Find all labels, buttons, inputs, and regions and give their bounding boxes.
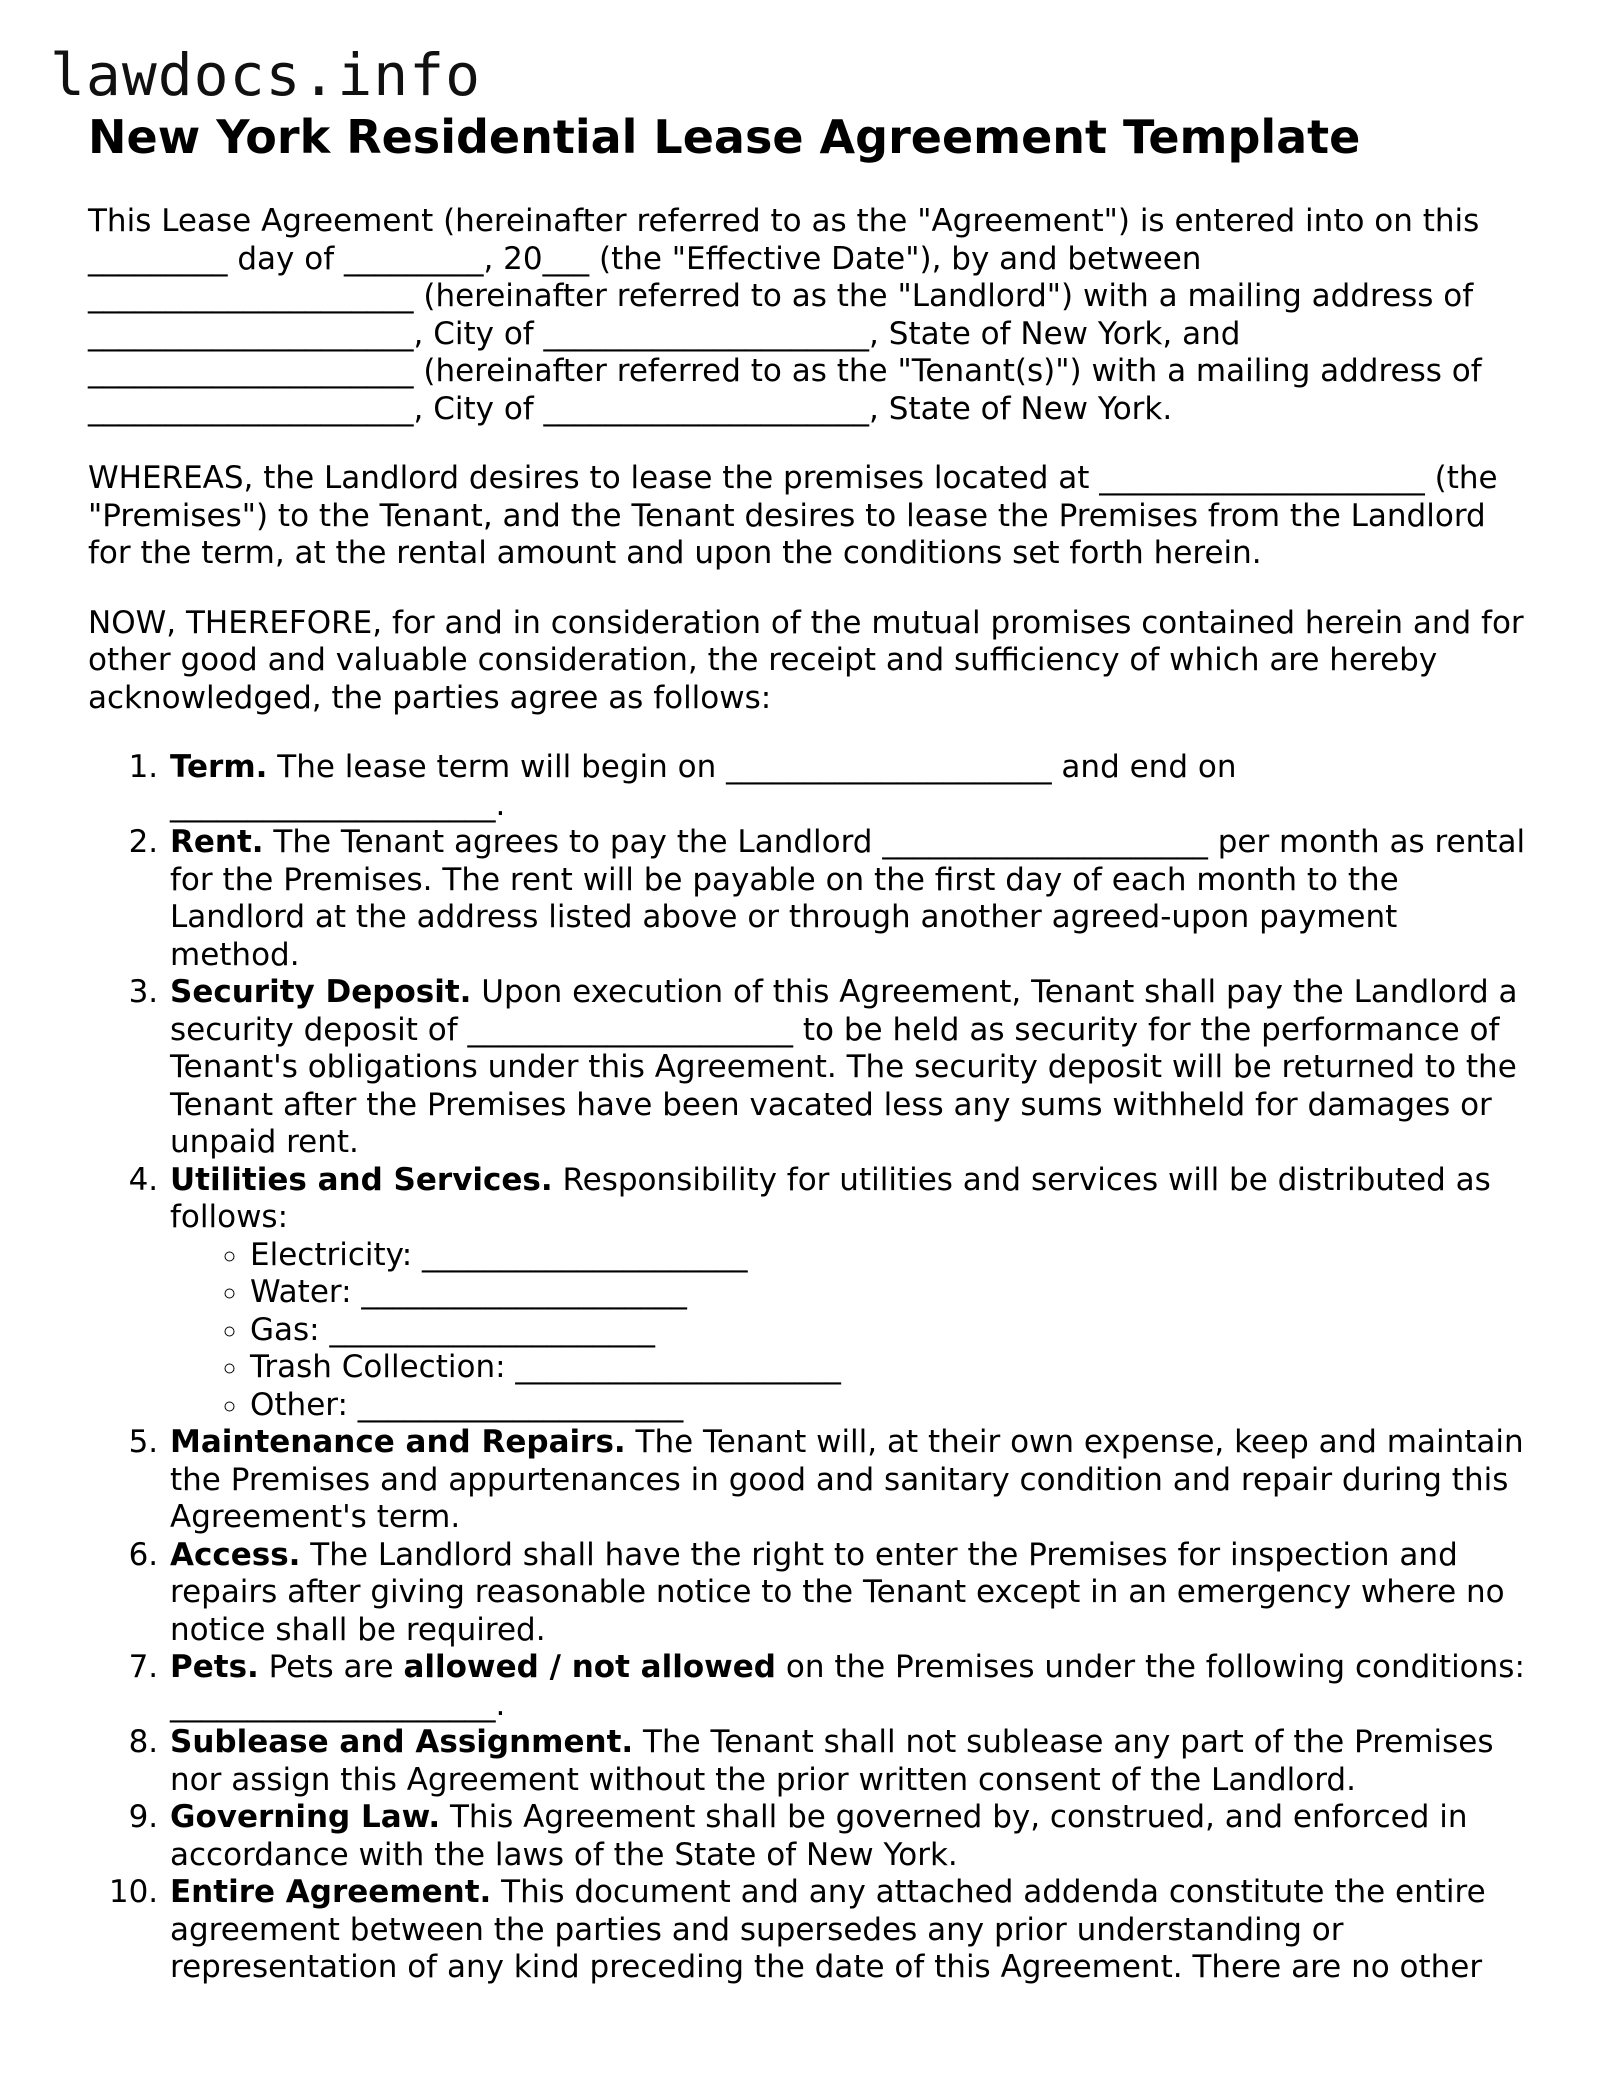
clause-heading: Term. <box>170 749 268 786</box>
clause-heading: Entire Agreement. <box>170 1874 492 1911</box>
clause-list <box>88 749 1528 1987</box>
clause-heading: Rent. <box>170 824 264 861</box>
clause-text: The Landlord shall have the right to enter the Premises for inspection and repairs after giving reasonable notice to the Tenant except in an emergency where no notice shall be required. <box>170 1536 1505 1648</box>
utility-electricity: ◦ Electricity: _____________________ <box>250 1237 1528 1275</box>
document-page <box>88 110 1528 1987</box>
clause-text: This Agreement shall be governed by, construed, and enforced in accordance with the laws of the State of New York. <box>170 1799 1468 1873</box>
clause-term <box>168 749 1528 824</box>
clause-rent <box>168 824 1528 974</box>
clause-text: Responsibility for utilities and services will be distributed as follows: <box>170 1161 1491 1236</box>
clause-text: on the Premises under the following conditions: _____________________. <box>170 1649 1525 1723</box>
utility-trash-collection: ◦ Trash Collection: _____________________ <box>250 1349 1528 1387</box>
clause-text: Pets are <box>258 1649 404 1686</box>
page-title: New York Residential Lease Agreement Template <box>88 110 1361 164</box>
utilities-list <box>170 1237 1528 1425</box>
utility-gas: ◦ Gas: _____________________ <box>250 1312 1528 1350</box>
clause-heading: Pets. <box>170 1649 259 1686</box>
clause-heading: Sublease and Assignment. <box>170 1724 634 1761</box>
whereas-paragraph: WHEREAS, the Landlord desires to lease the premises located at _____________________ (the "Premises") to the Tenant, and the Tenant desires to lease the Premises from the Landlord for the term, at the rental amount and upon the conditions set forth herein. <box>88 460 1498 572</box>
clause-utilities <box>168 1162 1528 1425</box>
clause-heading: Access. <box>170 1536 301 1573</box>
clause-heading: Utilities and Services. <box>170 1161 553 1198</box>
clause-entire-agreement <box>168 1874 1528 1987</box>
clause-sublease <box>168 1724 1528 1799</box>
clause-heading: Maintenance and Repairs. <box>170 1424 626 1461</box>
pets-option: allowed / not allowed <box>403 1649 776 1686</box>
clause-text: The Tenant will, at their own expense, keep and maintain the Premises and appurtenances in good and sanitary condition and repair during this Agreement's term. <box>170 1424 1524 1536</box>
clause-pets <box>168 1649 1528 1724</box>
clause-text: The lease term will begin on _____________________ and end on _____________________. <box>170 749 1237 823</box>
intro-paragraph: This Lease Agreement (hereinafter referred to as the "Agreement") is entered into on this _________ day of _________, 20___ (the "Effective Date"), by and between _____________________ (hereinafter referred to as the "Landlord") with a mailing address of _____________________, City of _____________________, State of New York, and _____________________ (hereinafter referred to as the "Tenant(s)") with a mailing address of _____________________, City of _____________________, State of New York. <box>88 203 1482 427</box>
clause-heading: Security Deposit. <box>170 974 472 1011</box>
clause-maintenance <box>168 1424 1528 1537</box>
utility-other: ◦ Other: _____________________ <box>250 1387 1528 1425</box>
clause-governing-law <box>168 1799 1528 1874</box>
utility-water: ◦ Water: _____________________ <box>250 1274 1528 1312</box>
clause-text: The Tenant agrees to pay the Landlord _____________________ per month as rental for the Premises. The rent will be payable on the first day of each month to the Landlord at the address listed above or through another agreed-upon payment method. <box>170 824 1526 973</box>
now-therefore-paragraph: NOW, THEREFORE, for and in consideration of the mutual promises contained herein and for other good and valuable consideration, the receipt and sufficiency of which are hereby acknowledged, the parties agree as follows: <box>88 604 1524 716</box>
watermark-logo: lawdocs.info <box>50 41 482 109</box>
clause-text: The Tenant shall not sublease any part of the Premises nor assign this Agreement without the prior written consent of the Landlord. <box>170 1724 1494 1798</box>
clause-text: Upon execution of this Agreement, Tenant shall pay the Landlord a security deposit of _____________________ to be held as security for the performance of Tenant's obligations under this Agreement. The security deposit will be returned to the Tenant after the Premises have been vacated less any sums withheld for damages or unpaid rent. <box>170 974 1518 1161</box>
clause-security-deposit <box>168 974 1528 1162</box>
clause-text: This document and any attached addenda constitute the entire agreement between the parties and supersedes any prior understanding or representation of any kind preceding the date of this Agreement. There are no other <box>170 1874 1486 1986</box>
clause-access <box>168 1537 1528 1650</box>
clause-heading: Governing Law. <box>170 1799 441 1836</box>
